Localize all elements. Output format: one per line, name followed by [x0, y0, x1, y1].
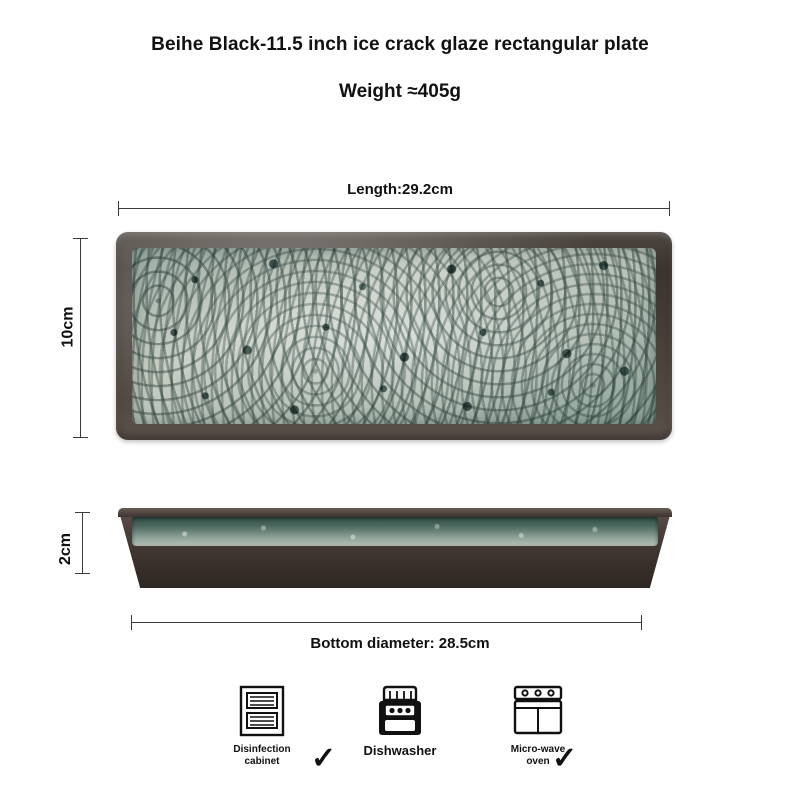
- dishwasher-caption: Dishwasher: [363, 743, 437, 758]
- thickness-label: 2cm: [57, 532, 75, 566]
- dishwasher-icon: [370, 682, 430, 738]
- check-mark-dishwasher: ✓: [311, 742, 337, 775]
- plate-side-cavity: [132, 516, 658, 546]
- microwave-oven-caption-line1: Micro-wave: [510, 744, 566, 755]
- plate-top-glaze-surface: [132, 248, 656, 424]
- plate-top-view: [116, 232, 672, 440]
- height-label: 10cm: [59, 306, 77, 348]
- height-measure-rule: [80, 238, 81, 438]
- bottom-diameter-label: Bottom diameter: 28.5cm: [310, 635, 490, 652]
- microwave-oven-icon: [507, 682, 569, 738]
- disinfection-cabinet-caption: [233, 744, 290, 767]
- disinfection-cabinet-icon: [234, 682, 290, 738]
- length-label: Length:29.2cm: [347, 181, 453, 198]
- bottom-diameter-measure-rule: [131, 622, 642, 623]
- plate-side-glaze-texture: [132, 516, 658, 546]
- care-icons-row: [0, 682, 800, 767]
- ice-crack-texture: [132, 248, 656, 424]
- check-mark-microwave: ✓: [552, 742, 578, 775]
- thickness-measure-rule: [82, 512, 83, 574]
- disinfection-cabinet-caption-line1: Disinfection: [233, 744, 291, 755]
- care-item-disinfection-cabinet: [202, 682, 322, 767]
- care-item-microwave-oven: [478, 682, 598, 767]
- care-item-dishwasher: [340, 682, 460, 759]
- length-measure-rule: [118, 208, 670, 209]
- product-weight: Weight ≈405g: [339, 81, 461, 102]
- microwave-oven-caption-line2: oven: [526, 755, 550, 767]
- plate-side-view: [118, 508, 672, 588]
- page-title: Beihe Black-11.5 inch ice crack glaze rectangular plate: [151, 34, 649, 55]
- disinfection-cabinet-caption-line2: cabinet: [244, 755, 280, 767]
- plate-side-lip: [118, 508, 672, 517]
